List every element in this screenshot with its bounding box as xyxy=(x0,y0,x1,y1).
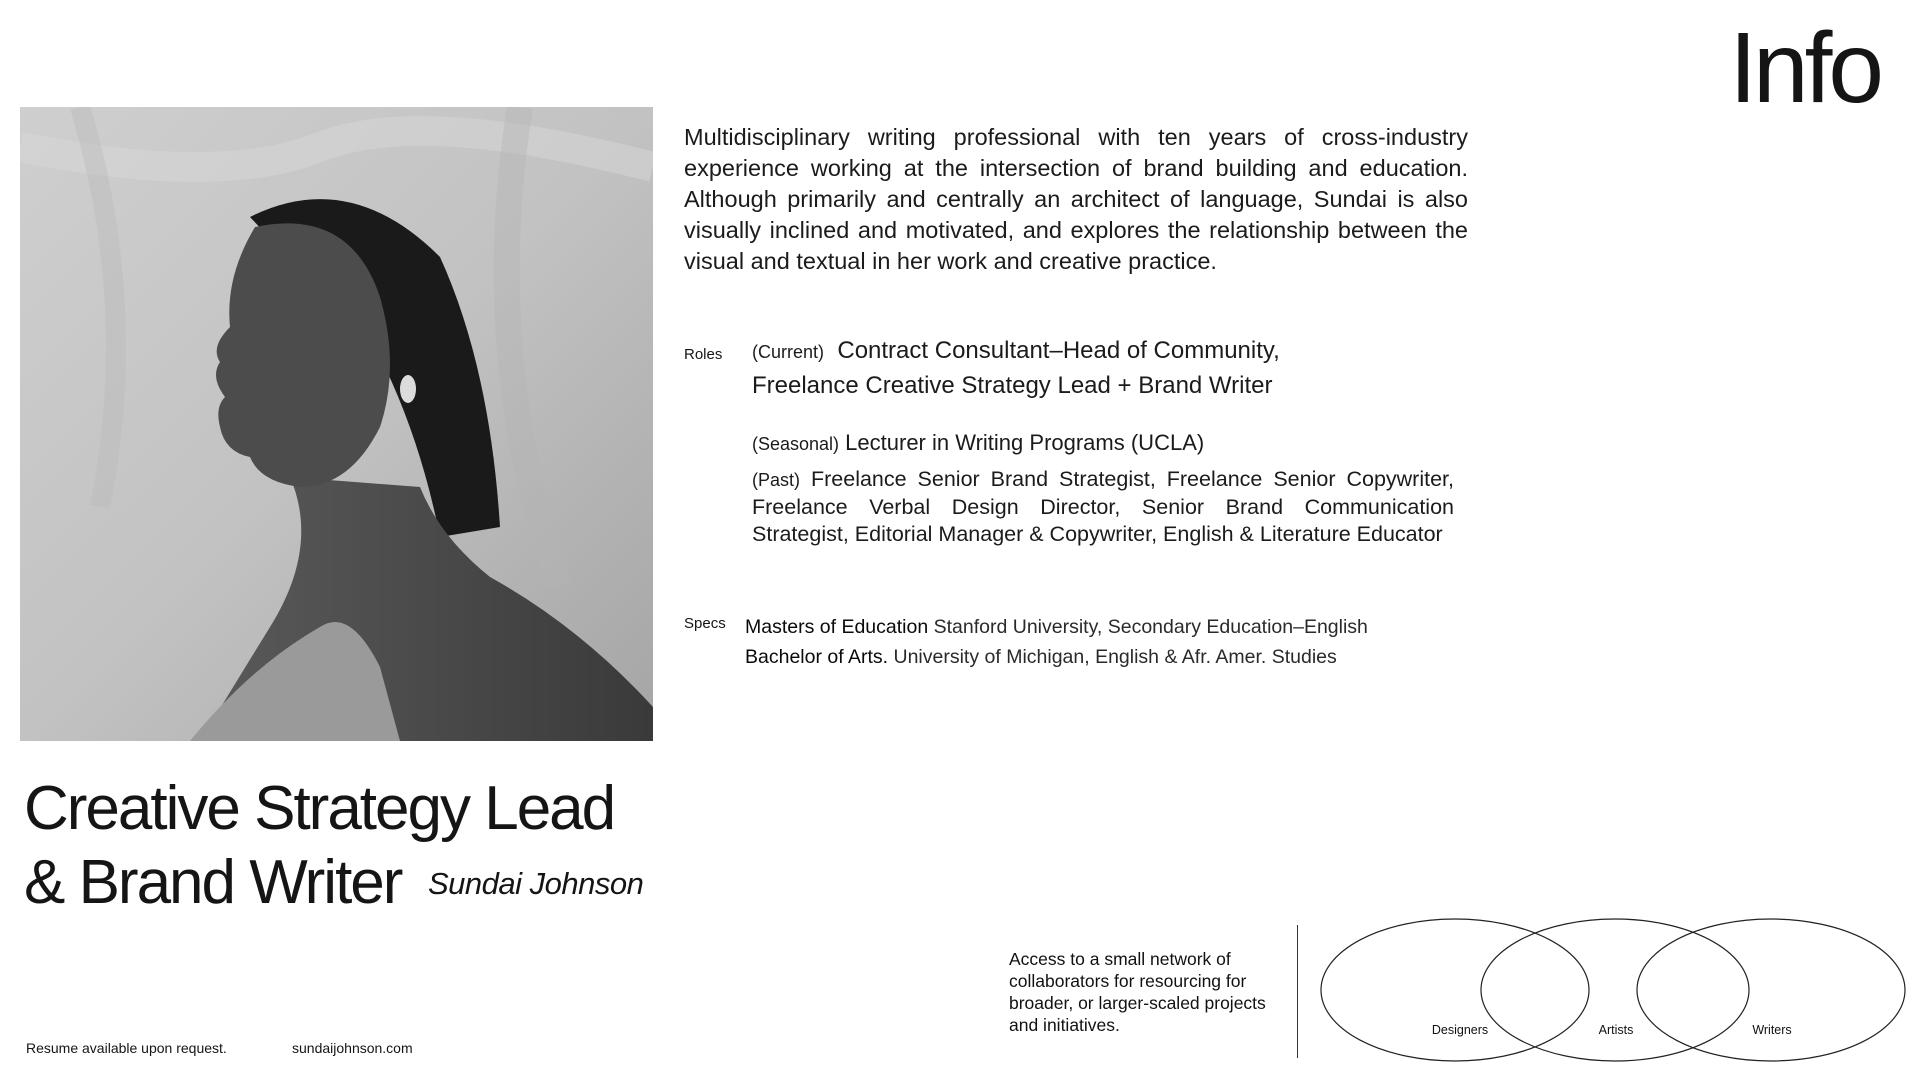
spec-detail: University of Michigan, English & Afr. Amer. Studies xyxy=(893,646,1337,668)
spec-degree: Masters of Education xyxy=(745,616,929,638)
headline-line-1: Creative Strategy Lead xyxy=(24,774,615,843)
role-seasonal xyxy=(752,430,1204,456)
specs-label: Specs xyxy=(684,615,726,632)
roles-label: Roles xyxy=(684,346,723,363)
role-past-tag: (Past) xyxy=(752,470,801,490)
role-current-line-1 xyxy=(752,334,1454,369)
venn-label-artists: Artists xyxy=(1598,1023,1634,1037)
role-seasonal-tag: (Seasonal) xyxy=(752,434,840,454)
role-seasonal-text: Lecturer in Writing Programs (UCLA) xyxy=(845,430,1205,455)
network-venn-diagram xyxy=(1320,918,1910,1066)
page-title: Info xyxy=(1729,12,1880,124)
person-name: Sundai Johnson xyxy=(428,866,644,901)
specs-section xyxy=(745,612,1465,672)
spec-detail: Stanford University, Secondary Education–English xyxy=(933,616,1368,638)
network-description: Access to a small network of collaborators for resourcing for broader, or larger-scaled projects and initiatives. xyxy=(1009,949,1266,1035)
bio-paragraph: Multidisciplinary writing professional with ten years of cross-industry experience working at the intersection of brand building and education. Although primarily and centrally an architect of language, Sundai is also visually inclined and motivated, and explores the relationship between the visual and textual in her work and creative practice. xyxy=(684,124,1468,274)
role-current-text: Contract Consultant–Head of Community, xyxy=(837,337,1280,364)
resume-note: Resume available upon request. xyxy=(26,1040,227,1056)
spec-item xyxy=(745,612,1465,642)
role-past xyxy=(752,466,1454,548)
role-past-text: Freelance Senior Brand Strategist, Freelance Senior Copywriter, Freelance Verbal Design Director, Senior Brand Communication Strategist, Editorial Manager & Copywriter, English & Literature Educator xyxy=(752,467,1454,546)
headline-line-2: & Brand Writer xyxy=(24,848,402,917)
venn-label-designers: Designers xyxy=(1431,1023,1489,1037)
spec-degree: Bachelor of Arts. xyxy=(745,646,889,668)
venn-label-writers: Writers xyxy=(1752,1023,1792,1037)
roles-section xyxy=(752,334,1454,546)
venn-circle-writers xyxy=(1637,919,1905,1061)
role-current-tag: (Current) xyxy=(752,342,825,362)
role-current-line-2: Freelance Creative Strategy Lead + Brand Writer xyxy=(752,372,1273,399)
venn-circle-designers xyxy=(1321,919,1589,1061)
portrait-photo xyxy=(20,107,653,741)
vertical-divider xyxy=(1297,925,1298,1058)
spec-item xyxy=(745,642,1465,672)
venn-circle-artists xyxy=(1481,919,1749,1061)
website-link[interactable]: sundaijohnson.com xyxy=(292,1040,413,1056)
